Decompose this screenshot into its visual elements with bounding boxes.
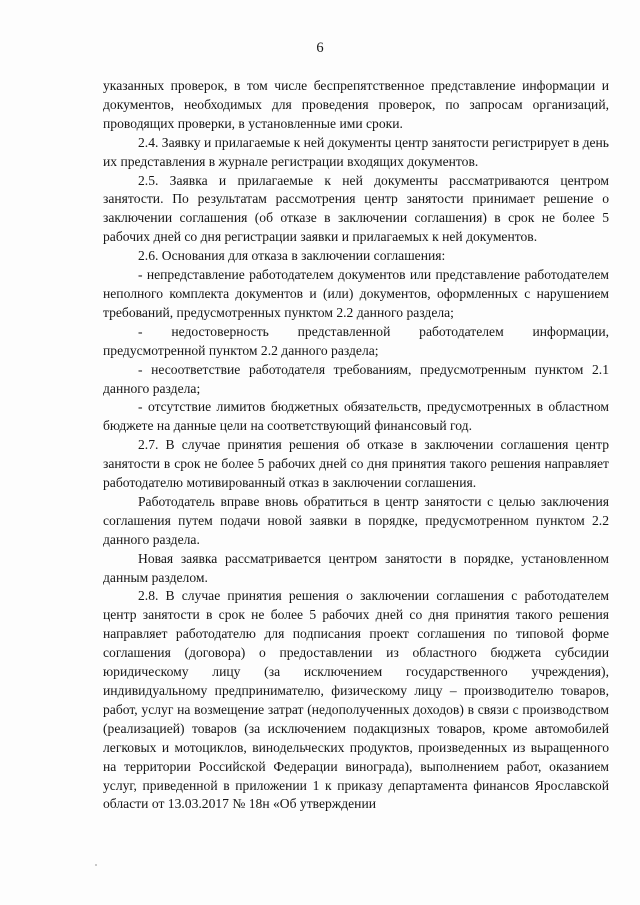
- list-item-accuracy: - недостоверность представленной работодателем информации, предусмотренной пунктом 2.2 данного раздела;: [103, 323, 609, 358]
- paragraph-2-5: 2.5. Заявка и прилагаемые к ней документы рассматриваются центром занятости. По результатам рассмотрения центр занятости принимает решение о заключении соглашения (об отказе в заключении соглашения) в срок не более 5 рабочих дней со дня регистрации заявки и прилагаемых к ней документов.: [103, 172, 609, 245]
- paragraph-2-6: 2.6. Основания для отказа в заключении соглашения:: [138, 248, 446, 264]
- scan-speck: [95, 864, 97, 866]
- paragraph-2-4: 2.4. Заявку и прилагаемые к ней документы центр занятости регистрирует в день их представления в журнале регистрации входящих документов.: [103, 134, 609, 169]
- paragraph-2-8: 2.8. В случае принятия решения о заключении соглашения с работодателем центр занятости в срок не более 5 рабочих дней со дня принятия такого решения направляет работодателю для подписания проект соглашения по типовой форме соглашения (договора) о предоставлении из областного бюджета субсидии юридическому лицу (за исключением государственного учреждения), индивидуальному предпринимателю, физическому лицу – производителю товаров, работ, услуг на возмещение затрат (недополученных доходов) в связи с производством (реализацией) товаров (за исключением подакцизных товаров, кроме автомобилей легковых и мотоциклов, винодельческих продуктов, произведенных из выращенного на территории Российской Федерации винограда), выполнением работ, оказанием услуг, приведенной в приложении 1 к приказу департамента финансов Ярославской области от 13.03.2017 № 18н «Об утверждении: [103, 588, 609, 812]
- list-item-documents: - непредставление работодателем документов или представление работодателем неполного комплекта документов и (или) документов, оформленных с нарушением требований, предусмотренных пунктом 2.2 данного раздела;: [103, 267, 609, 320]
- paragraph-new-application: Новая заявка рассматривается центром занятости в порядке, установленном данным разделом.: [103, 550, 609, 585]
- list-item-requirements: - несоответствие работодателя требованиям, предусмотренным пунктом 2.1 данного раздела;: [103, 361, 609, 396]
- list-item-budget-limits: - отсутствие лимитов бюджетных обязательств, предусмотренных в областном бюджете на данные цели на соответствующий финансовый год.: [103, 399, 609, 434]
- paragraph-2-7: 2.7. В случае принятия решения об отказе в заключении соглашения центр занятости в срок не более 5 рабочих дней со дня принятия такого решения направляет работодателю мотивированный отказ в заключении соглашения.: [103, 437, 609, 491]
- paragraph-reapply: Работодатель вправе вновь обратиться в центр занятости с целью заключения соглашения путем подачи новой заявки в порядке, предусмотренном пунктом 2.2 данного раздела.: [103, 493, 609, 547]
- page-number: 6: [316, 40, 324, 56]
- paragraph-continuation: указанных проверок, в том числе беспрепятственное представление информации и документов, необходимых для проведения проверок, по запросам организаций, проводящих проверки, в установленные ими сроки.: [103, 78, 609, 131]
- document-body: [103, 77, 609, 814]
